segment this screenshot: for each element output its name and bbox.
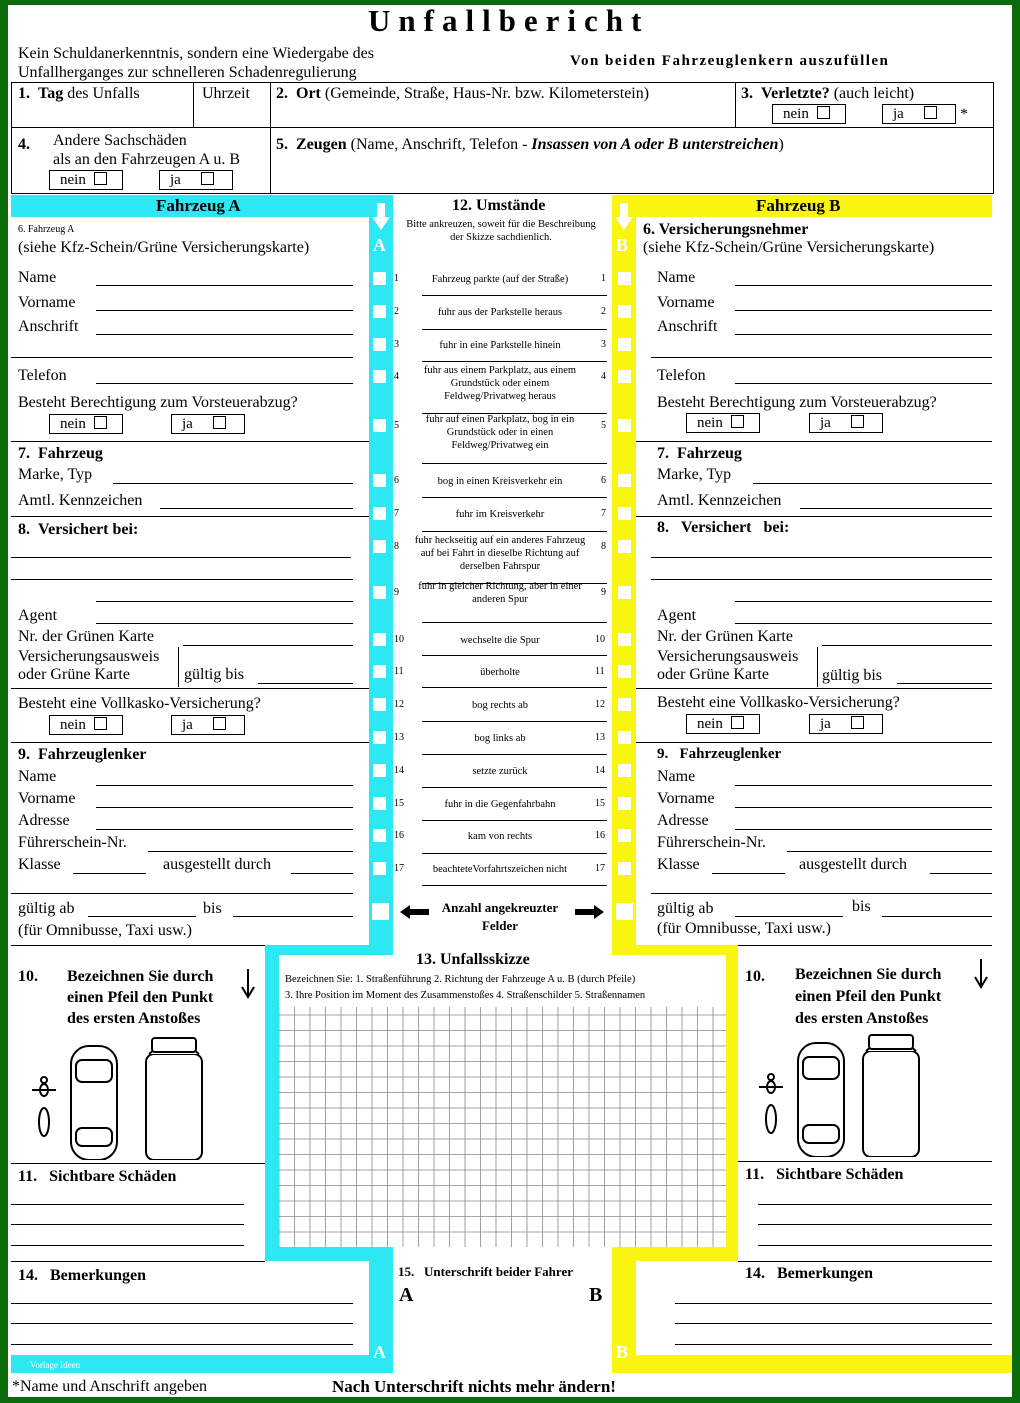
watermark: Vorlage Ideen [30,1360,81,1370]
circumstance-checkbox-a[interactable] [373,731,386,744]
circumstances-title: 12. Umstände [452,197,546,214]
circumstance-checkbox-b[interactable] [618,586,631,599]
circumstance-checkbox-a[interactable] [373,370,386,383]
b-section-8: 8. Versichert bei: [657,519,790,536]
circumstance-number-b: 9 [601,587,606,598]
b-telefon-label: Telefon [657,367,706,384]
circumstance-number-a: 2 [394,306,399,317]
circumstance-text: fuhr heckseitig auf ein anderes Fahrzeug auf bei Fahrt in dieselbe Richtung auf derselben Fahrspur [414,535,586,572]
sketch-instructions-1: Bezeichnen Sie: 1. Straßenführung 2. Richtung der Fahrzeuge A u. B (durch Pfeile) [285,974,636,985]
circumstance-checkbox-b[interactable] [618,338,631,351]
a-marke-line[interactable] [113,483,353,484]
arrow-right-icon [575,905,605,919]
circumstance-number-b: 2 [601,306,606,317]
b-telefon-line[interactable] [735,383,992,384]
count-label: Anzahl angekreuzter Felder [441,900,559,933]
field-4-line-1: Andere Sachschäden [53,132,187,149]
field-1-date[interactable]: 1. Tag des Unfalls [18,85,140,102]
a-section-10-l1: Bezeichnen Sie durch [67,968,214,985]
b-marke-label: Marke, Typ [657,466,732,483]
circumstance-text: bog rechts ab [472,700,528,711]
circumstance-number-a: 9 [394,587,399,598]
circumstance-checkbox-a[interactable] [373,338,386,351]
field-4-number: 4. [18,136,30,153]
circumstance-number-b: 6 [601,475,606,486]
b-impact-arrow-icon [973,959,989,989]
a-kennzeichen-line[interactable] [160,508,353,509]
injured-no-checkbox[interactable]: nein [772,104,846,124]
a-gueltig-ab-label: gültig ab [18,900,75,917]
circumstance-checkbox-b[interactable] [618,731,631,744]
circumstance-number-b: 10 [595,634,605,645]
circumstance-number-a: 1 [394,273,399,284]
circumstances-intro: Bitte ankreuzen, soweit für die Beschreibung der Skizze sachdienlich. [406,219,596,243]
count-box-b[interactable] [616,903,633,920]
circumstance-text: fuhr in die Gegenfahrbahn [444,799,556,810]
circumstance-checkbox-a[interactable] [373,305,386,318]
a-name-line[interactable] [96,285,353,286]
circumstance-text: fuhr auf einen Parkplatz, bog in ein Grundstück oder in einen Feldweg/Privatweg ein [425,414,575,451]
circumstance-number-b: 14 [595,765,605,776]
b-section-11: 11. Sichtbare Schäden [745,1166,904,1183]
a-gruene-karte-label: Nr. der Grünen Karte [18,628,154,645]
b-gueltig-ab-label: gültig ab [657,900,714,917]
circumstance-number-a: 3 [394,339,399,350]
b-vorname-label: Vorname [657,294,715,311]
circumstance-text: fuhr aus einem Parkplatz, aus einem Grundstück oder einem Feldweg/Privatweg heraus [423,365,577,402]
b-agent-label: Agent [657,607,697,624]
circumstance-checkbox-a[interactable] [373,698,386,711]
circumstance-number-a: 5 [394,420,399,431]
vehicle-b-header: Fahrzeug B [756,196,841,215]
a-section-7: 7. Fahrzeug [18,445,103,462]
a-ausgestellt-label: ausgestellt durch [163,856,271,873]
circumstance-checkbox-b[interactable] [618,540,631,553]
b-name-label: Name [657,269,696,286]
a-anschrift-label: Anschrift [18,318,79,335]
a-vorname-line[interactable] [96,310,353,311]
field-2-location[interactable]: 2. Ort (Gemeinde, Straße, Haus-Nr. bzw. Kilometerstein) [276,85,650,102]
circumstance-checkbox-b[interactable] [618,633,631,646]
signature-b[interactable]: B [589,1284,603,1306]
circumstance-number-b: 12 [595,699,605,710]
a-vollkasko-no[interactable]: nein [49,715,123,735]
a-marke-label: Marke, Typ [18,466,93,483]
circumstance-number-a: 10 [394,634,404,645]
circumstance-number-b: 4 [601,371,606,382]
circumstance-checkbox-a[interactable] [373,764,386,777]
circumstance-checkbox-b[interactable] [618,698,631,711]
disclaimer-line-2: Unfallherganges zur schnelleren Schadenregulierung [18,64,357,81]
circumstance-checkbox-a[interactable] [373,419,386,432]
b-vorname-line[interactable] [735,310,992,311]
sketch-instructions-2: 3. Ihre Position im Moment des Zusammenstoßes 4. Straßenschilder 5. Straßennamen [285,990,646,1001]
circumstance-number-b: 11 [595,666,605,677]
a-section-10-l3: des ersten Anstoßes [67,1010,201,1027]
a-vers-ausweis-2: oder Grüne Karte [18,666,130,683]
vehicle-a-letter-bottom: A [373,1342,386,1362]
a-agent-line[interactable] [96,623,353,624]
circumstance-number-b: 7 [601,508,606,519]
circumstance-number-b: 8 [601,541,606,552]
circumstance-checkbox-a[interactable] [373,829,386,842]
circumstance-text: fuhr aus der Parkstelle heraus [437,307,563,318]
circumstance-checkbox-b[interactable] [618,764,631,777]
circumstance-checkbox-a[interactable] [373,862,386,875]
circumstance-text: überholte [480,667,520,678]
field-4-line-2: als an den Fahrzeugen A u. B [53,151,241,168]
circumstance-checkbox-b[interactable] [618,474,631,487]
circumstance-number-b: 13 [595,732,605,743]
circumstance-checkbox-b[interactable] [618,665,631,678]
signature-label: 15. Unterschrift beider Fahrer [398,1264,573,1279]
circumstance-checkbox-b[interactable] [618,862,631,875]
circumstance-text: setzte zurück [472,766,528,777]
circumstance-number-a: 7 [394,508,399,519]
vehicle-a-header: Fahrzeug A [156,196,241,215]
a-section-8: 8. Versichert bei: [18,521,139,538]
b-vers-ausweis-2: oder Grüne Karte [657,666,769,683]
circumstance-checkbox-b[interactable] [618,829,631,842]
a-vorsteuer-label: Besteht Berechtigung zum Vorsteuerabzug? [18,394,298,411]
down-arrow-b-icon [614,203,634,231]
circumstance-text: Fahrzeug parkte (auf der Straße) [431,274,569,285]
b-section-6-sub: (siehe Kfz-Schein/Grüne Versicherungskarte) [643,239,935,256]
circumstance-text: bog in einen Kreisverkehr ein [437,476,563,487]
circumstance-number-a: 4 [394,371,399,382]
b-adresse-label: Adresse [657,812,709,829]
circumstance-checkbox-b[interactable] [618,419,631,432]
b-section-6-title: 6. Versicherungsnehmer [643,221,809,238]
vehicle-b-letter-top: B [616,235,629,255]
circumstance-number-b: 5 [601,420,606,431]
b-section-9: 9. Fahrzeuglenker [657,746,782,762]
a-vorname-label: Vorname [18,294,76,311]
a-telefon-line[interactable] [96,383,353,384]
a-section-14: 14. Bemerkungen [18,1267,146,1284]
a-section-10-num: 10. [18,968,38,985]
circumstance-number-b: 17 [595,863,605,874]
b-section-10-l2: einen Pfeil den Punkt [795,988,942,1005]
a-omnibus-note: (für Omnibusse, Taxi usw.) [18,922,192,939]
a-lenker-name-label: Name [18,768,57,785]
a-adresse-label: Adresse [18,812,70,829]
circumstance-checkbox-b[interactable] [618,797,631,810]
circumstance-text: fuhr in eine Parkstelle hinein [439,340,561,351]
circumstance-number-b: 1 [601,273,606,284]
footnote: *Name und Anschrift angeben [12,1378,208,1395]
a-vehicles-diagram-icon [18,1030,208,1160]
b-vers-ausweis-1: Versicherungsausweis [657,648,799,665]
circumstance-checkbox-a[interactable] [373,665,386,678]
circumstance-number-a: 6 [394,475,399,486]
b-klasse-label: Klasse [657,856,700,873]
b-vorsteuer-yes[interactable]: ja [809,413,883,433]
b-vorsteuer-label: Besteht Berechtigung zum Vorsteuerabzug? [657,394,937,411]
page-title: Unfallbericht [368,5,650,38]
circumstance-checkbox-a[interactable] [373,586,386,599]
a-section-9: 9. Fahrzeuglenker [18,746,147,763]
damage-yes-checkbox[interactable]: ja [159,170,233,190]
circumstance-number-a: 11 [394,666,404,677]
circumstance-checkbox-a[interactable] [373,633,386,646]
circumstance-checkbox-b[interactable] [618,305,631,318]
circumstance-number-a: 17 [394,863,404,874]
a-section-11: 11. Sichtbare Schäden [18,1168,177,1185]
sketch-title: 13. Unfallsskizze [416,951,530,968]
b-section-10-l3: des ersten Anstoßes [795,1010,929,1027]
accident-report-form [8,5,1012,1397]
circumstance-number-a: 14 [394,765,404,776]
b-gruene-karte-label: Nr. der Grünen Karte [657,628,793,645]
a-anschrift-line[interactable] [96,334,353,335]
damage-no-checkbox[interactable]: nein [49,170,123,190]
b-vorsteuer-no[interactable]: nein [686,413,760,433]
b-section-7: 7. Fahrzeug [657,445,742,462]
a-telefon-label: Telefon [18,367,67,384]
arrow-left-icon [400,905,430,919]
circumstance-number-a: 13 [394,732,404,743]
b-ausgestellt-label: ausgestellt durch [799,856,907,873]
a-vollkasko-label: Besteht eine Vollkasko-Versicherung? [18,695,261,712]
a-name-label: Name [18,269,57,286]
vehicle-a-letter-top: A [373,235,386,255]
down-arrow-a-icon [371,203,391,231]
circumstance-text: fuhr in gleicher Richtung, aber in einer anderen Spur [418,581,582,605]
a-vers-ausweis-1: Versicherungsausweis [18,648,160,665]
b-vollkasko-label: Besteht eine Vollkasko-Versicherung? [657,694,900,711]
b-section-10-num: 10. [745,968,765,985]
sketch-grid[interactable] [279,1007,726,1247]
circumstance-number-b: 16 [595,830,605,841]
a-section-10-l2: einen Pfeil den Punkt [67,989,214,1006]
b-vehicles-diagram-icon [745,1027,935,1157]
circumstance-text: bog links ab [474,733,526,744]
circumstance-text: wechselte die Spur [460,635,540,646]
b-anschrift-line[interactable] [735,334,992,335]
b-name-line[interactable] [735,285,992,286]
b-fuehrerschein-label: Führerschein-Nr. [657,834,766,851]
circumstance-text: beachteteVorfahrtszeichen nicht [432,864,568,875]
a-vorsteuer-yes[interactable]: ja [171,414,245,434]
b-gueltig-bis-label: gültig bis [822,667,883,684]
disclaimer-line-1: Kein Schuldanerkenntnis, sondern eine Wiedergabe des [18,45,374,62]
circumstance-checkbox-b[interactable] [618,272,631,285]
a-section-6-label: 6. Fahrzeug A [18,224,75,235]
b-omnibus-note: (für Omnibusse, Taxi usw.) [657,920,831,937]
b-kennzeichen-label: Amtl. Kennzeichen [657,492,782,509]
circumstance-checkbox-a[interactable] [373,272,386,285]
b-lenker-vorname-label: Vorname [657,790,715,807]
circumstance-number-b: 3 [601,339,606,350]
circumstance-number-a: 15 [394,798,404,809]
field-1-time[interactable]: Uhrzeit [202,85,250,102]
circumstance-text: fuhr im Kreisverkehr [455,509,545,520]
vehicle-b-letter-bottom: B [616,1342,629,1362]
a-vollkasko-yes[interactable]: ja [171,715,245,735]
a-klasse-label: Klasse [18,856,61,873]
circumstance-text: kam von rechts [467,831,533,842]
both-drivers-note: Von beiden Fahrzeuglenkern auszufüllen [570,53,890,69]
b-section-10-l1: Bezeichnen Sie durch [795,966,942,983]
circumstance-checkbox-a[interactable] [373,540,386,553]
b-vollkasko-yes[interactable]: ja [809,714,883,734]
field-5-witnesses[interactable]: 5. Zeugen (Name, Anschrift, Telefon - Insassen von A oder B unterstreichen) [276,136,784,153]
injured-yes-checkbox[interactable]: ja [882,104,956,124]
a-lenker-vorname-label: Vorname [18,790,76,807]
a-agent-label: Agent [18,607,58,624]
circumstance-number-a: 8 [394,541,399,552]
a-vorsteuer-no[interactable]: nein [49,414,123,434]
b-section-14: 14. Bemerkungen [745,1265,873,1282]
a-gueltig-bis-label: gültig bis [184,666,245,683]
circumstance-number-b: 15 [595,798,605,809]
footer-warning: Nach Unterschrift nichts mehr ändern! [332,1377,616,1396]
b-anschrift-label: Anschrift [657,318,718,335]
field-3-injured: 3. Verletzte? (auch leicht) [741,85,915,102]
a-impact-arrow-icon [240,969,256,999]
circumstance-number-a: 12 [394,699,404,710]
b-vollkasko-no[interactable]: nein [686,714,760,734]
a-bis-label: bis [203,900,222,917]
a-kennzeichen-label: Amtl. Kennzeichen [18,492,143,509]
circumstance-checkbox-a[interactable] [373,474,386,487]
circumstance-checkbox-b[interactable] [618,507,631,520]
b-bis-label: bis [852,898,871,915]
a-section-6-sub: (siehe Kfz-Schein/Grüne Versicherungskarte) [18,239,310,256]
signature-a[interactable]: A [399,1284,414,1306]
circumstance-number-a: 16 [394,830,404,841]
b-lenker-name-label: Name [657,768,696,785]
injured-asterisk: * [960,106,968,123]
count-box-a[interactable] [372,903,389,920]
circumstance-checkbox-a[interactable] [373,797,386,810]
circumstance-checkbox-a[interactable] [373,507,386,520]
a-fuehrerschein-label: Führerschein-Nr. [18,834,127,851]
circumstance-checkbox-b[interactable] [618,370,631,383]
